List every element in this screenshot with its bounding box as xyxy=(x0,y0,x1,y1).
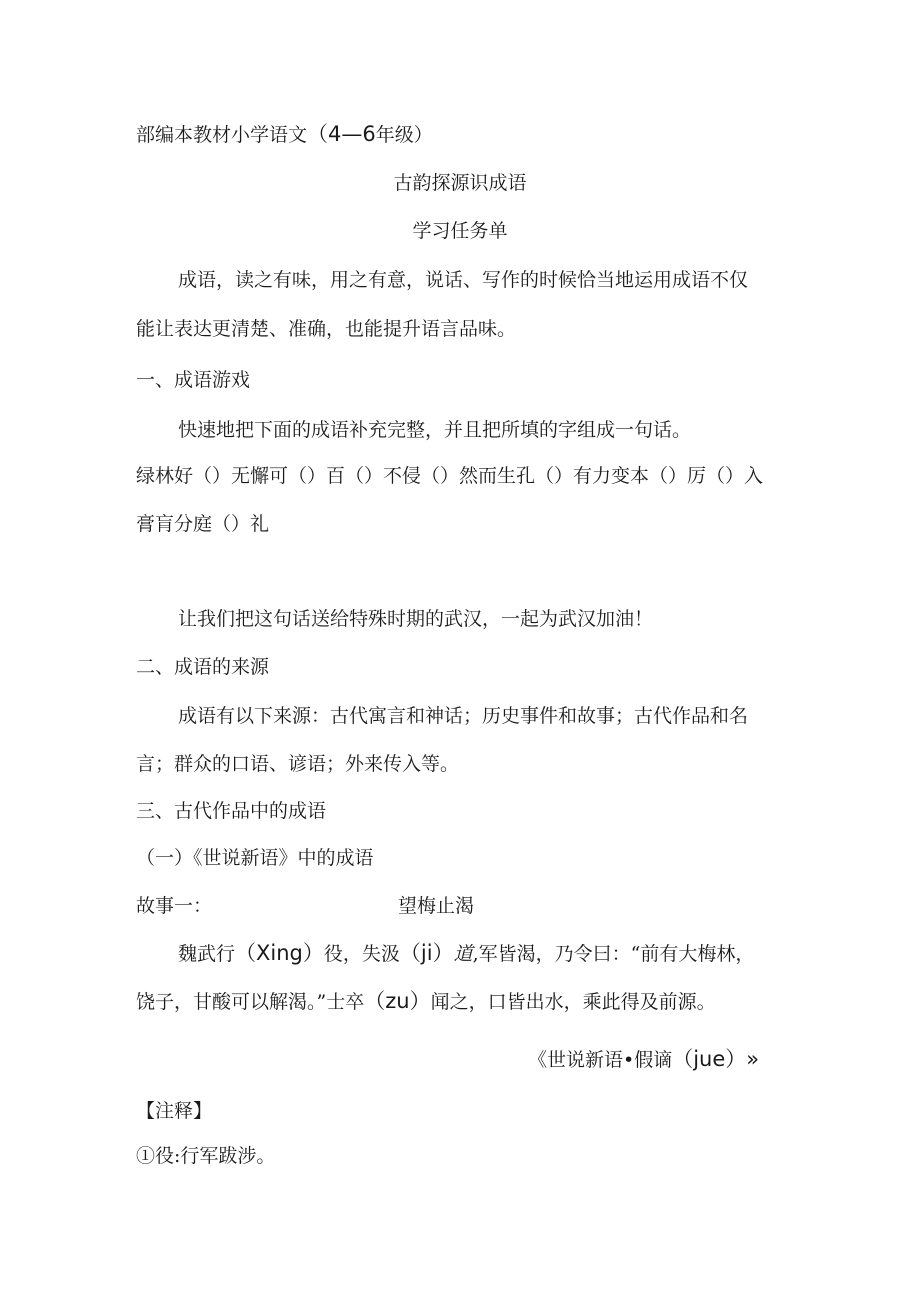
document-title: 古韵探源识成语 xyxy=(393,172,527,194)
section-2-line-2: 言；群众的口语、谚语；外来传入等。 xyxy=(136,753,460,775)
pinyin-ji: ji xyxy=(420,941,433,965)
pinyin-jue: jue xyxy=(693,1047,726,1071)
source-text: 《世说新语•假谪 xyxy=(528,1049,673,1071)
header-grade-open: （ xyxy=(307,122,329,146)
subsection-1-heading: （一）《世说新语》中的成语 xyxy=(136,847,374,869)
header-grade: 4—6 xyxy=(328,122,376,146)
header-line xyxy=(136,122,433,147)
intro-paragraph-line-1: 成语，读之有味，用之有意，说话、写作的时候恰当地运用成语不仅 xyxy=(178,269,749,291)
section-1-closing: 让我们把这句话送给特殊时期的武汉，一起为武汉加油！ xyxy=(178,608,654,630)
story-text-1b: 役，失汲 xyxy=(323,943,400,965)
note-1: ①役:行军跋涉。 xyxy=(136,1145,276,1167)
section-1-instruction: 快速地把下面的成语补充完整，并且把所填的字组成一句话。 xyxy=(178,419,692,441)
pinyin-paren-close: ） xyxy=(409,989,431,1013)
pinyin-paren-close: ） xyxy=(432,941,454,965)
story-text-2a: 饶子，甘酸可以解渴。”士卒 xyxy=(136,991,365,1013)
document-subtitle: 学习任务单 xyxy=(412,220,508,242)
story-text-line-1 xyxy=(178,941,754,966)
section-2-heading: 二、成语的来源 xyxy=(136,656,270,678)
story-text-1a: 魏武行 xyxy=(178,943,236,965)
section-1-idioms-line-1: 绿林好（）无懈可（）百（）不侵（）然而生孔（）有力变本（）厉（）入 xyxy=(136,465,764,487)
pinyin-paren-open: （ xyxy=(399,941,421,965)
story-text-1c: 道 xyxy=(453,943,473,965)
header-suffix: 年级） xyxy=(375,124,433,146)
story-text-2b: 闻之，口皆出水，乘此得及前源。 xyxy=(430,991,716,1013)
intro-paragraph-line-2: 能让表达更清楚、准确，也能提升语言品味。 xyxy=(136,318,517,340)
pinyin-paren-open: （ xyxy=(364,989,386,1013)
source-close-quote: » xyxy=(746,1047,760,1071)
pinyin-paren-open: （ xyxy=(235,941,257,965)
story-source xyxy=(528,1047,759,1072)
section-3-heading: 三、古代作品中的成语 xyxy=(136,800,327,822)
pinyin-paren-close: ） xyxy=(725,1047,747,1071)
story-1-title: 望梅止渴 xyxy=(398,895,475,917)
notes-heading: 【注释】 xyxy=(136,1100,213,1122)
pinyin-paren-open: （ xyxy=(672,1047,694,1071)
header-prefix: 部编本教材小学语文 xyxy=(136,124,308,146)
section-1-heading: 一、成语游戏 xyxy=(136,369,251,391)
pinyin-xing: Xing xyxy=(256,941,303,965)
story-text-line-2 xyxy=(136,989,716,1014)
pinyin-paren-close: ） xyxy=(302,941,324,965)
story-1-label: 故事一： xyxy=(136,895,213,917)
section-1-idioms-line-2: 膏肓分庭（）礼 xyxy=(136,513,270,535)
story-text-1d: ,军皆渴，乃令曰：“前有大梅林， xyxy=(472,943,755,965)
pinyin-zu: zu xyxy=(385,989,410,1013)
section-2-line-1: 成语有以下来源：古代寓言和神话；历史事件和故事；古代作品和名 xyxy=(178,705,749,727)
